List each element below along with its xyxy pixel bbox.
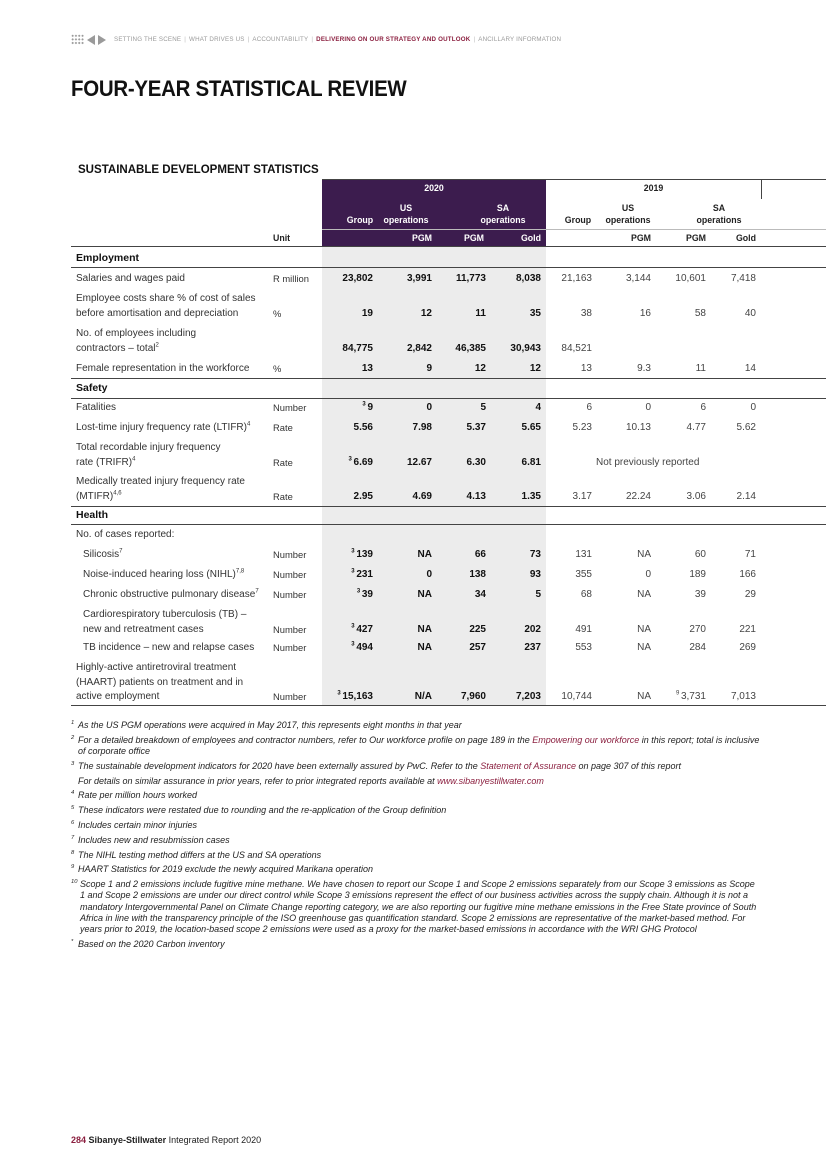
footnote: 9 HAART Statistics for 2019 exclude the newly acquired Marikana operation (71, 864, 373, 875)
row-unit: Number (273, 549, 307, 560)
row-unit: R million (273, 273, 309, 284)
table-cell: NA (417, 589, 432, 600)
table-cell: 5 (480, 402, 486, 413)
nav-separator: | (247, 36, 250, 43)
table-cell: 11 (695, 363, 706, 374)
row-unit: Rate (273, 490, 293, 502)
row-label: No. of employees including (76, 328, 197, 339)
table-cell: 221 (739, 623, 756, 635)
row-label: Total recordable injury frequency (76, 442, 221, 453)
col-group-2019: Group (564, 215, 592, 225)
sub-pgm-us-2019: PGM (630, 233, 651, 243)
footnote: 2 For a detailed breakdown of employees and contractor numbers, refer to Our workforce profile on page 189 in the Empowering our workforce in this report; total is inclusive of corporate office (71, 734, 760, 756)
table-cell: 0 (750, 402, 756, 413)
table-cell: 9.3 (637, 363, 651, 374)
table-cell: 35 (529, 307, 541, 319)
nav-icons (71, 34, 106, 45)
table-cell: 2.14 (736, 490, 756, 502)
table-cell: 10.13 (625, 422, 651, 433)
top-navigation (71, 34, 561, 45)
table-cell: $^3$ 231 (351, 568, 373, 580)
table-cell: NA (637, 691, 651, 702)
table-cell: 21,163 (561, 273, 592, 284)
footnote-marker: 3 (71, 760, 75, 767)
table-cell: 4.77 (686, 422, 706, 433)
table-cell: 3.17 (572, 490, 592, 502)
table-cell: $^3$ 494 (351, 641, 373, 653)
table-cell: 3,991 (406, 273, 432, 284)
nav-separator: | (184, 36, 187, 43)
row-label: Female representation in the workforce (76, 363, 250, 374)
table-cell: 0 (426, 402, 432, 413)
table-cell: 73 (529, 549, 541, 560)
table-cell: 0 (645, 402, 651, 413)
table-cell: 138 (469, 569, 486, 580)
row-label: Silicosis$^7$ (83, 548, 123, 560)
col-sa-2020: SA (496, 203, 510, 213)
footnotes (71, 720, 761, 954)
footnote: 4 Rate per million hours worked (71, 790, 198, 801)
table-cell: $^3$ 15,163 (337, 690, 373, 702)
col-us-2020: US (399, 203, 413, 213)
row-unit: Number (273, 623, 307, 635)
table-cell: 46,385 (455, 342, 486, 354)
table-rule (71, 246, 826, 247)
table-cell: 6.81 (521, 456, 541, 468)
row-label: Salaries and wages paid (76, 273, 185, 284)
table-cell: 29 (744, 589, 756, 600)
report-name: Integrated Report 2020 (168, 1135, 262, 1145)
table-cell: 10,744 (561, 691, 592, 702)
row-unit: Number (273, 402, 307, 413)
table-cell: 12 (529, 363, 541, 374)
table-cell: 269 (739, 642, 756, 653)
footnote-marker: 1 (71, 720, 75, 726)
table-cell: 12.67 (406, 456, 432, 468)
table-cell: 2.95 (353, 490, 373, 502)
table-cell: 71 (744, 549, 756, 560)
nav-link-setting-the-scene[interactable]: SETTING THE SCENE (114, 36, 182, 43)
table-cell: 12 (474, 363, 486, 374)
nav-separator: | (473, 36, 476, 43)
table-cell: 202 (524, 623, 541, 635)
year-2020-header: 2020 (424, 183, 444, 193)
table-rule (322, 179, 826, 180)
table-cell: 22.24 (625, 490, 651, 502)
table-cell: NA (637, 589, 651, 600)
row-label: new and retreatment cases (83, 623, 204, 635)
table-rule (71, 398, 826, 399)
table-rule (71, 378, 826, 379)
footnote: 7 Includes new and resubmission cases (71, 834, 230, 845)
footnote-marker: 6 (71, 819, 75, 826)
footnote-link[interactable]: www.sibanyestillwater.com (437, 775, 544, 786)
table-cell: 5.56 (353, 422, 373, 433)
table-cell: 3.06 (686, 490, 706, 502)
table-rule (322, 229, 826, 230)
footnote-link[interactable]: Statement of Assurance (480, 760, 576, 771)
col-sa-ops-2020: operations (480, 215, 526, 225)
footnote: 8 The NIHL testing method differs at the US and SA operations (71, 849, 322, 860)
nav-link-delivering-on-strategy[interactable]: DELIVERING ON OUR STRATEGY AND OUTLOOK (316, 36, 471, 43)
footnote-marker: * (71, 938, 74, 945)
table-cell: 39 (694, 589, 706, 600)
row-label: Noise-induced hearing loss (NIHL)$^{7,8}$ (83, 568, 245, 580)
table-cell: 284 (689, 642, 706, 653)
table-cell: 16 (639, 307, 651, 319)
table-cell: 0 (645, 569, 651, 580)
footnote: 1 As the US PGM operations were acquired in May 2017, this represents eight months in that year (71, 720, 462, 730)
table-cell: 355 (575, 569, 592, 580)
row-label: No. of cases reported: (76, 529, 175, 540)
table-cell: $^9$ 3,731 (675, 690, 706, 702)
table-cell: 7,960 (460, 691, 486, 702)
table-cell: 237 (524, 642, 541, 653)
table-cell: 34 (474, 589, 486, 600)
table-rule (761, 179, 762, 199)
row-unit: Number (273, 691, 307, 702)
row-label: active employment (76, 691, 160, 702)
table-cell: $^3$ 39 (356, 588, 373, 600)
footnote-marker: 9 (71, 864, 75, 871)
col-sa-2019: SA (712, 203, 726, 213)
sub-pgm-sa-2019: PGM (685, 233, 706, 243)
page-number: 284 (71, 1135, 87, 1145)
table-cell: 5 (535, 589, 541, 600)
table-cell: 40 (744, 307, 756, 319)
nav-separator: | (311, 36, 314, 43)
footnote-marker: 7 (71, 834, 75, 841)
table-cell: 131 (575, 549, 592, 560)
table-cell: 9 (426, 363, 432, 374)
table-cell: 7,203 (515, 691, 541, 702)
section-employment: Employment (76, 252, 140, 264)
table-cell: 11,773 (455, 273, 486, 284)
table-cell: 60 (694, 549, 706, 560)
table-cell: 4.69 (412, 490, 432, 502)
row-unit: Rate (273, 456, 293, 468)
table-cell: 84,521 (561, 342, 592, 354)
table-cell: 93 (529, 569, 541, 580)
table-cell: 66 (474, 549, 486, 560)
table-cell: 553 (575, 642, 592, 653)
table-rule (71, 506, 826, 507)
table-cell: NA (637, 642, 651, 653)
table-rule (71, 705, 826, 706)
table-cell: 7,418 (730, 273, 756, 284)
next-page-icon[interactable] (98, 35, 106, 45)
table-cell: 23,802 (342, 273, 373, 284)
row-label: Chronic obstructive pulmonary disease$^7$ (83, 588, 259, 600)
company-name: Sibanye-Stillwater (88, 1135, 167, 1145)
footnote: * Based on the 2020 Carbon inventory (71, 938, 225, 949)
footnote-marker: 2 (71, 734, 75, 741)
row-label: Medically treated injury frequency rate (76, 476, 245, 487)
unit-header: Unit (273, 233, 291, 243)
footnote: 3 The sustainable development indicators for 2020 have been externally assured by PwC. Refer to the Statement of Assurance on page 307 of this report (71, 760, 682, 771)
table-cell: 257 (469, 642, 486, 653)
row-label: TB incidence – new and relapse cases (83, 642, 255, 653)
row-label: Highly-active antiretroviral treatment (76, 662, 237, 673)
row-label: Cardiorespiratory tuberculosis (TB) – (83, 609, 247, 620)
table-cell: 5.23 (572, 422, 592, 433)
table-cell: 6 (586, 402, 592, 413)
table-cell: 13 (580, 363, 592, 374)
sub-gold-sa-2020: Gold (520, 233, 541, 243)
table-cell: 13 (361, 363, 373, 374)
table-cell: $^3$ 139 (351, 548, 373, 560)
nav-link-what-drives-us[interactable]: WHAT DRIVES US (189, 36, 245, 43)
footnote-marker: 8 (71, 849, 75, 856)
table-cell: 38 (580, 307, 592, 319)
section-safety: Safety (76, 382, 108, 394)
row-unit: Number (273, 589, 307, 600)
row-unit: Rate (273, 422, 293, 433)
table-cell: NA (417, 642, 432, 653)
section-health: Health (76, 509, 109, 521)
row-label: (HAART) patients on treatment and in (76, 676, 244, 688)
not-reported-note: Not previously reported (596, 456, 700, 468)
table-cell: 7,013 (730, 691, 756, 702)
grid-menu-icon[interactable] (71, 34, 84, 45)
sub-pgm-sa-2020: PGM (463, 233, 484, 243)
table-cell: NA (417, 623, 432, 635)
table-cell: 491 (575, 623, 592, 635)
col-us-2019: US (621, 203, 635, 213)
col-us-ops-2020: operations (383, 215, 429, 225)
table-cell: 19 (361, 307, 373, 319)
table-cell: 5.37 (466, 422, 486, 433)
table-cell: NA (417, 549, 432, 560)
row-unit: Number (273, 569, 307, 580)
table-cell: 3,144 (625, 273, 651, 284)
page-title: FOUR-YEAR STATISTICAL REVIEW (71, 76, 407, 101)
table-cell: $^3$ 6.69 (348, 456, 373, 468)
nav-link-ancillary-information[interactable]: ANCILLARY INFORMATION (478, 36, 562, 43)
table-cell: 7.98 (412, 422, 432, 433)
footnote: 6 Includes certain minor injuries (71, 819, 198, 830)
table-cell: 58 (694, 307, 706, 319)
footnote-link[interactable]: Empowering our workforce (532, 734, 640, 745)
table-cell: NA (637, 549, 651, 560)
footnote: For details on similar assurance in prior years, refer to prior integrated reports available at www.sibanyestillwater.com (78, 775, 544, 786)
table-cell: 1.35 (521, 490, 541, 502)
table-cell: 6.30 (466, 456, 486, 468)
page-footer (71, 1135, 261, 1145)
row-label: before amortisation and depreciation (76, 307, 239, 319)
row-label: Lost-time injury frequency rate (LTIFR)$^4$ (76, 421, 251, 433)
table-cell: 189 (689, 569, 706, 580)
table-cell: 4 (535, 402, 541, 413)
table-cell: 6 (700, 402, 706, 413)
table-cell: $^3$ 427 (351, 623, 373, 635)
footnote-marker: 5 (71, 805, 75, 812)
footnote: 10 Scope 1 and 2 emissions include fugitive mine methane. We have chosen to report our Scope 1 and Scope 2 emissions separately from our Scope 3 emissions as Scope 1 and Scope 2 emissions are under our direct control while Scope 3 emissions represent the effect of our business activities across the supply chain. Although it is not a mandatory Intergovernmental Panel on Climate Change reporting category, we are also reporting our fugitive mine methane emissions in the Free State province of South Africa in line with the transparency principle of the ISO greenhouse gas quantification standard. Scope 2 emissions are representative of the market-based method. For years prior to 2019, the location-based scope 2 emissions were used as a proxy for the market-based emissions in accordance with the WRI GHG Protocol (71, 879, 757, 934)
table-cell: 166 (739, 569, 756, 580)
footnote-marker: 4 (71, 790, 75, 797)
col-group-2020: Group (346, 215, 374, 225)
year-2019-header: 2019 (643, 183, 664, 193)
table-cell: N/A (414, 691, 432, 702)
table-cell: 84,775 (342, 342, 373, 354)
table-cell: $^3$ 9 (362, 401, 373, 413)
row-label: rate (TRIFR)$^4$ (76, 456, 136, 468)
nav-link-accountability[interactable]: ACCOUNTABILITY (252, 36, 309, 43)
table-cell: 8,038 (515, 273, 541, 284)
row-label: Employee costs share % of cost of sales (76, 293, 256, 304)
sub-gold-sa-2019: Gold (735, 233, 756, 243)
sub-pgm-us-2020: PGM (411, 233, 432, 243)
table-cell: 0 (426, 569, 432, 580)
table-cell: 11 (475, 307, 486, 319)
table-cell: 5.65 (521, 422, 541, 433)
previous-page-icon[interactable] (87, 35, 95, 45)
row-label: Fatalities (76, 402, 117, 413)
footnote: 5 These indicators were restated due to rounding and the re-application of the Group definition (71, 805, 447, 816)
col-us-ops-2019: operations (605, 215, 651, 225)
table-cell: 14 (744, 363, 756, 374)
table-rule (71, 524, 826, 525)
table-cell: 5.62 (736, 422, 756, 433)
table-cell: 4.13 (466, 490, 486, 502)
table-cell: 10,601 (675, 273, 706, 284)
section-title: SUSTAINABLE DEVELOPMENT STATISTICS (78, 162, 319, 176)
table-cell: 225 (469, 623, 486, 635)
footnote-marker: 10 (71, 879, 78, 886)
col-sa-ops-2019: operations (696, 215, 742, 225)
row-unit: % (273, 307, 282, 319)
table-cell: 270 (689, 623, 706, 635)
table-rule (71, 267, 826, 268)
row-unit: % (273, 363, 282, 374)
row-label: contractors – total$^2$ (76, 342, 159, 354)
row-label: (MTIFR)$^{4,6}$ (76, 490, 122, 502)
row-unit: Number (273, 642, 307, 653)
table-cell: 12 (420, 307, 432, 319)
table-cell: 2,842 (406, 342, 432, 354)
table-cell: 68 (580, 589, 592, 600)
table-cell: 30,943 (510, 342, 541, 354)
table-cell: NA (637, 623, 651, 635)
